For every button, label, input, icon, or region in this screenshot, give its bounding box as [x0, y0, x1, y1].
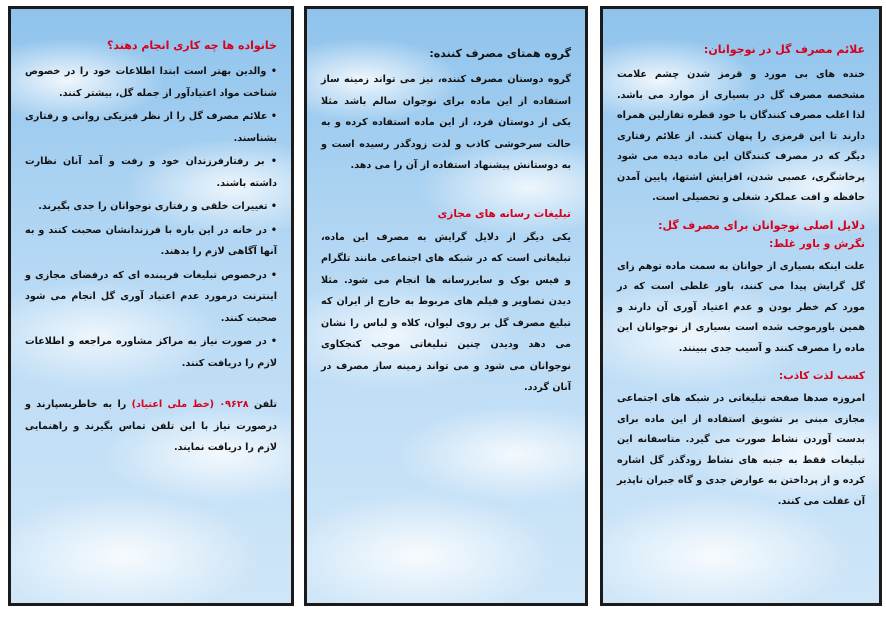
panel-middle-content: [321, 45, 571, 407]
panel-right-content: [617, 41, 865, 520]
wrong-belief-heading: نگرش و باور غلط:: [769, 237, 865, 250]
family-item-5: • در خانه در این باره با فرزندانشان صحبت کنند و به آنها آگاهی لازم را بدهند.: [25, 224, 277, 257]
media-ads-heading: تبلیغات رسانه های مجازی: [437, 207, 571, 220]
spacer: [25, 382, 277, 394]
phone-prefix: تلفن: [253, 399, 278, 410]
symptoms-text: خنده های بی مورد و قرمز شدن چشم علامت مشخصه مصرف گل در بسیاری از موارد می باشد. لذا اغلب مصرف کنندگان با خود قطره تفازلین همراه دارند تا این قرمزی را پنهان کنند. از علائم رفتاری دیگر که در مصرف کنندگان این ماده دیده می شود پرخاشگری، عصبی شدن، افزایش اشتها، پایین آمدن حافظه و افت عملکرد شغلی و تحصیلی است.: [617, 69, 865, 203]
phone-paragraph: [25, 394, 277, 459]
media-ads-text: یکی دیگر از دلایل گرایش به مصرف این ماده، تبلیغاتی است که در شبکه های اجتماعی مانند تلگرام و فیس بوک و سایررسانه ها انجام می شود. مثلا دیدن تصاویر و فیلم های مربوط به خارج از ایران که تبلیغ مصرف گل بر روی لیوان، کلاه و لباس را نشان می دهد ودیدن چنین تبلیغاتی موجب کنجکاوی نوجوانان می شود و می تواند زمینه ساز مصرف در آنان گردد.: [321, 231, 571, 393]
family-item-3: • بر رفتارفرزندان خود و رفت و آمد آنان نظارت داشته باشند.: [25, 156, 277, 189]
phone-number: ۰۹۶۲۸ (خط ملی اعتیاد): [131, 399, 249, 410]
peer-group-heading: گروه همتای مصرف کننده:: [429, 47, 571, 60]
false-pleasure-heading: کسب لذت کاذب:: [779, 370, 865, 382]
panel-middle: [304, 6, 588, 606]
family-item-4: • تغییرات خلقی و رفتاری نوجوانان را جدی بگیرند.: [38, 201, 277, 212]
wrong-belief-text: علت اینکه بسیاری از جوانان به سمت ماده توهم زای گل گرایش پیدا می کنند، باور غلطی است که در مورد کم خطر بودن و عدم اعتیاد آوری آن دارند و همین باورموجب شده است بسیاری از نوجوانان این ماده را مصرف کنند و آسیب جدی ببینند.: [617, 260, 865, 354]
family-item-1: • والدین بهتر است ابتدا اطلاعات خود را در خصوص شناخت مواد اعتیادآور از جمله گل، بیشتر کنند.: [25, 66, 277, 99]
family-item-7: • در صورت نیاز به مراکز مشاوره مراجعه و اطلاعات لازم را دریافت کنند.: [25, 336, 277, 369]
symptoms-heading: علائم مصرف گل در نوجوانان:: [703, 43, 865, 56]
panel-left: [8, 6, 294, 606]
panel-right: [600, 6, 882, 606]
family-item-2: • علائم مصرف گل را از نظر فیزیکی روانی و رفتاری بشناسند.: [25, 111, 277, 144]
family-actions-heading: خانواده ها چه کاری انجام دهند؟: [107, 39, 277, 52]
false-pleasure-text: امروزه صدها صفحه تبلیغاتی در شبکه های اجتماعی مجازی مبنی بر تشویق استفاده از این ماده برای بدست آوردن نشاط صورت می گیرد. متاسفانه این تبلیغات فقط به جنبه های نشاط زودگذر گل اشاره کرده و از پرداختن به عوارض جدی و گاه جبران ناپذیر آن غفلت می کنند.: [617, 393, 865, 507]
reasons-heading: دلایل اصلی نوجوانان برای مصرف گل:: [658, 218, 865, 232]
family-item-6: • درخصوص تبلیغات فریبنده ای که درفضای مجازی و اینترنت درمورد عدم اعتیاد آوری گل انجام می شود صحبت کنند.: [25, 269, 277, 324]
peer-group-text: گروه دوستان مصرف کننده، نیز می تواند زمینه ساز استفاده از این ماده برای نوجوان سالم باشد مثلا یکی از دوستان فرد، از این ماده استفاده کرده و به حالت سرخوشی کاذب و لذت زودگذر رسیده است و به دوستانش پیشنهاد استفاده از آن را می دهد.: [321, 74, 571, 171]
panel-left-content: [25, 37, 277, 467]
phone-suffix: را به خاطربسپارند و درصورت نیاز با این تلفن تماس بگیرند و راهنمایی لازم را دریافت نمایند.: [25, 399, 277, 453]
spacer: [321, 185, 571, 205]
